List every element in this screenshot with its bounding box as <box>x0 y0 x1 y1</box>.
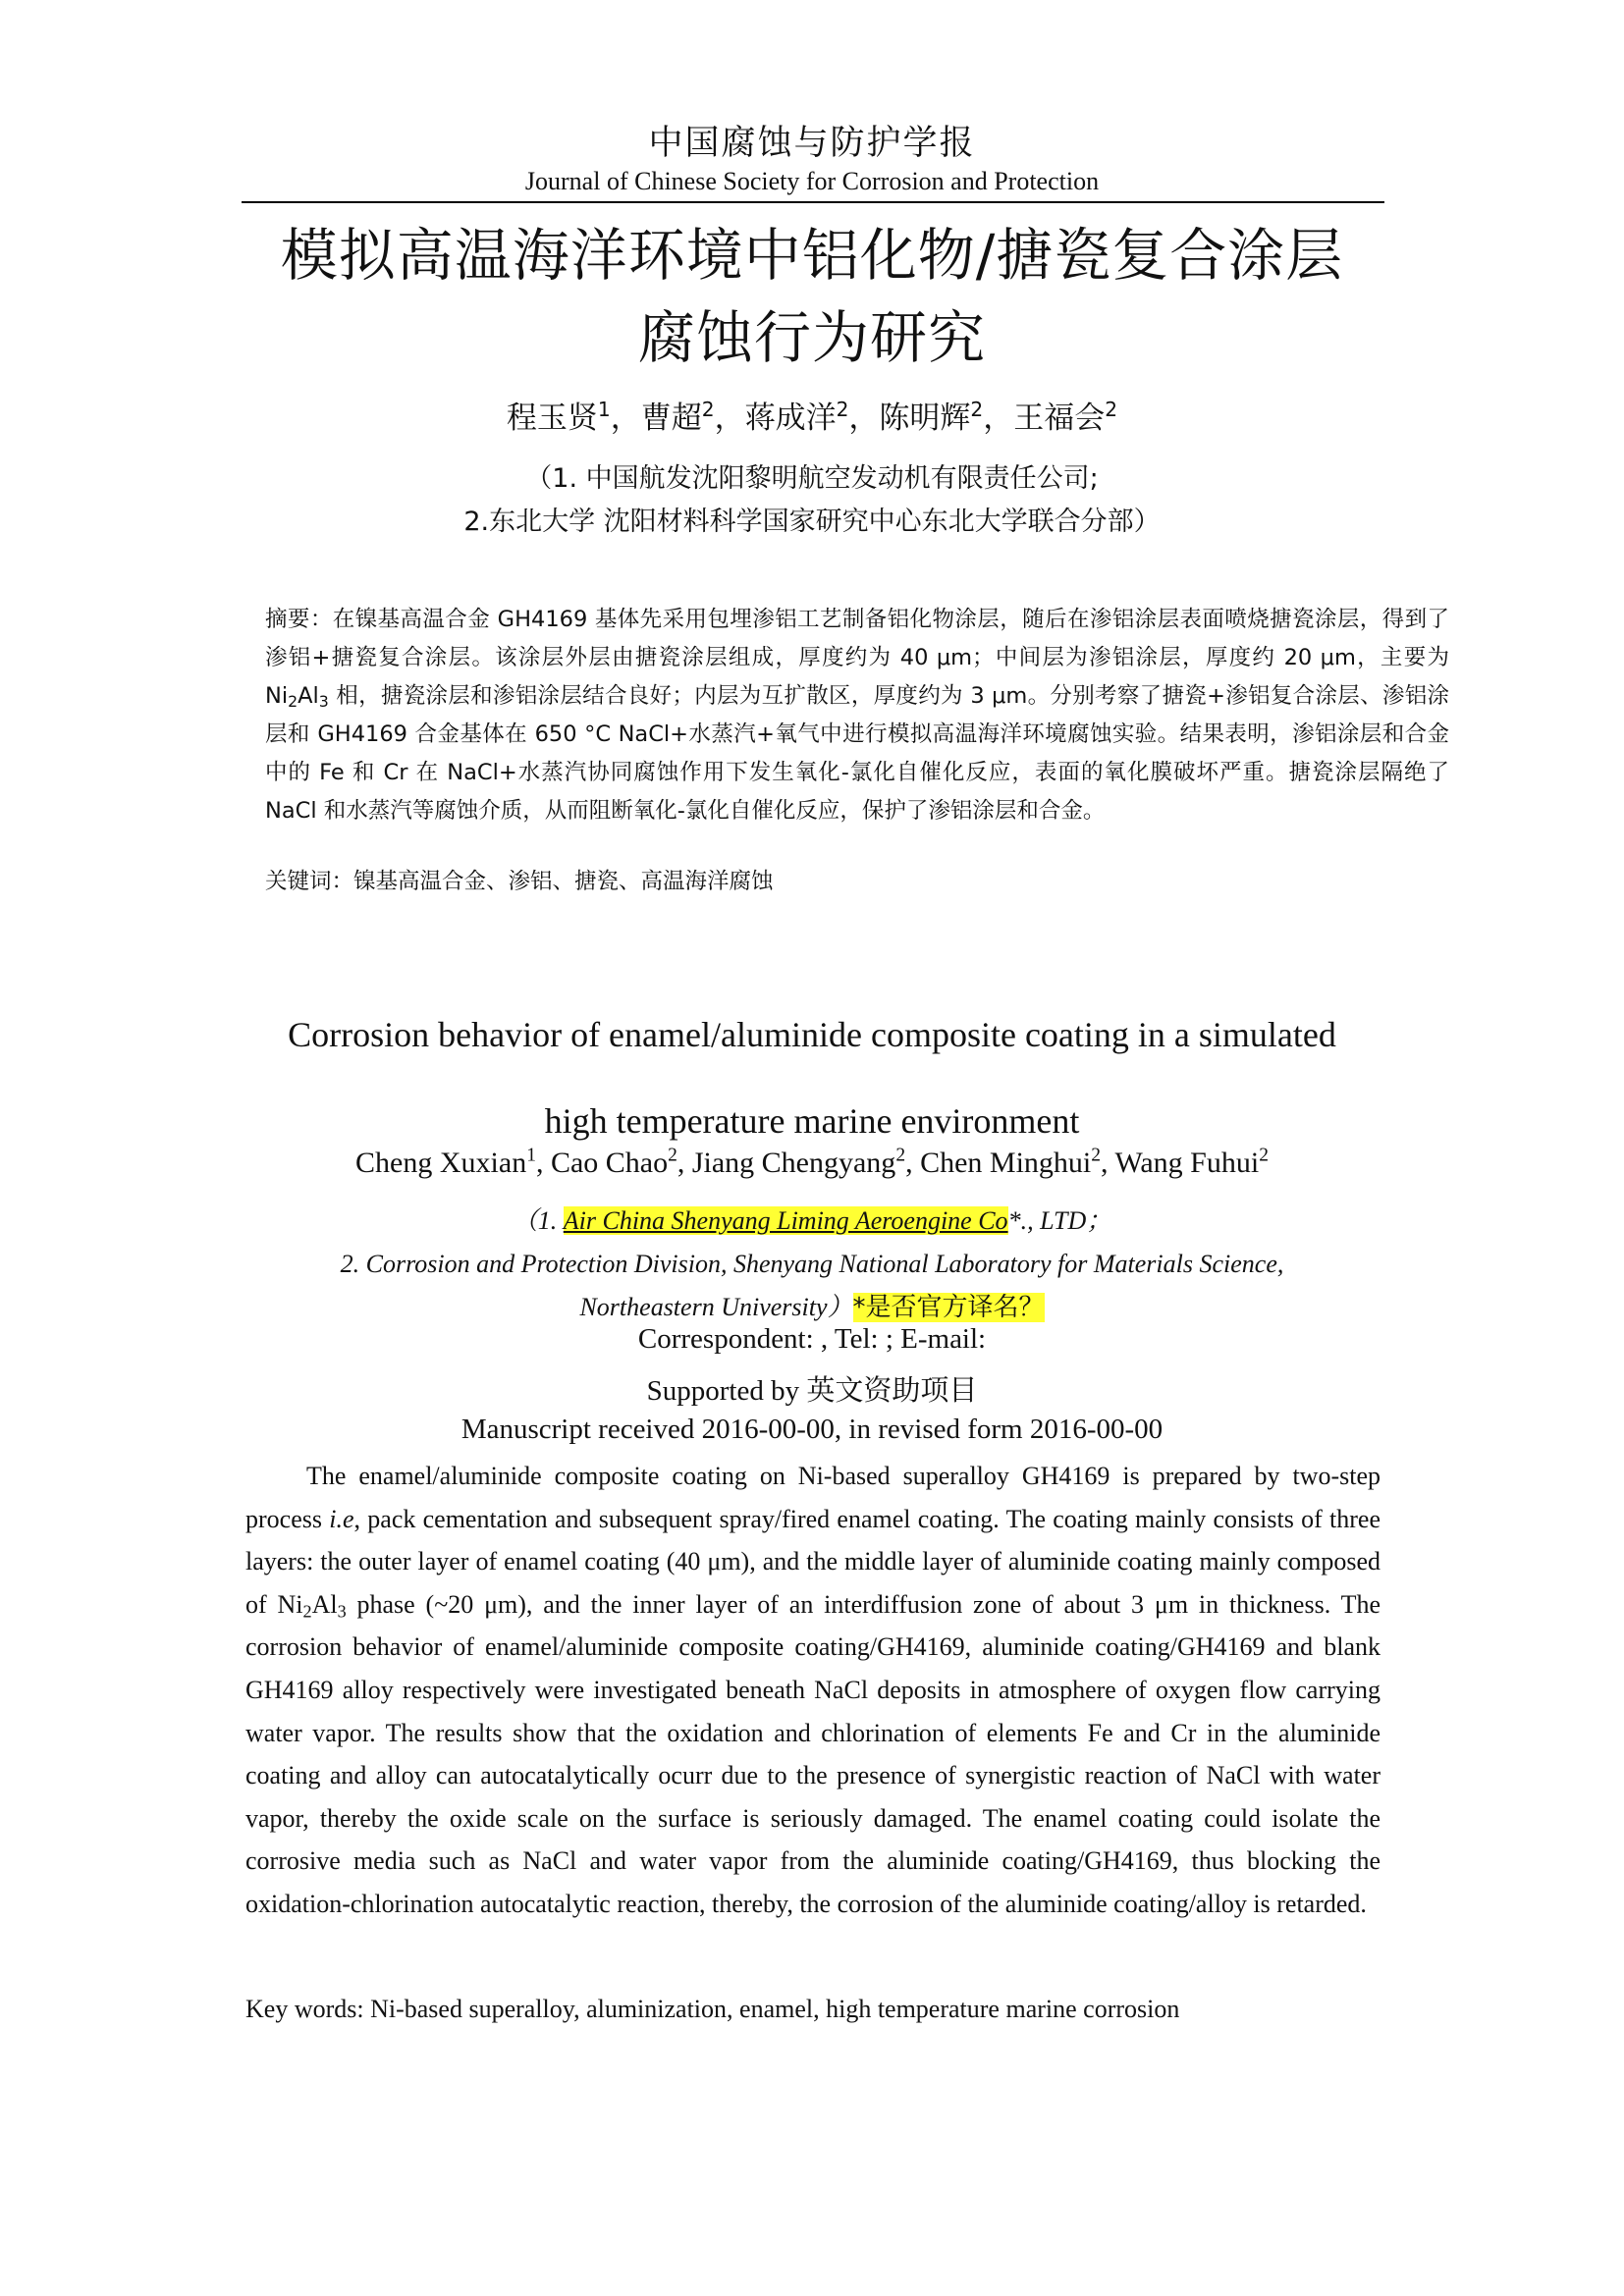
affiliation-en-1-prefix: （1. <box>512 1206 564 1235</box>
affiliation-cn-2: 2.东北大学 沈阳材料科学国家研究中心东北大学联合分部） <box>463 507 1161 537</box>
paper-title-cn <box>196 214 1428 379</box>
header-rule <box>242 201 1384 203</box>
keywords-en-label: Key words: <box>245 1995 364 2023</box>
keywords-cn-label: 关键词： <box>265 869 354 894</box>
title-en-line-2: high temperature marine environment <box>544 1101 1080 1141</box>
authors-en <box>0 1147 1624 1180</box>
title-en-line-1: Corrosion behavior of enamel/aluminide composite coating in a simulated <box>288 1015 1336 1054</box>
keywords-en <box>245 1995 1380 2024</box>
affiliation-en-1-highlight[interactable]: Air China Shenyang Liming Aeroengine Co <box>563 1206 1008 1235</box>
title-cn-line-1: 模拟高温海洋环境中铝化物/搪瓷复合涂层 <box>280 222 1344 289</box>
abstract-cn-label: 摘要： <box>265 607 333 632</box>
correspondent-line: Correspondent: , Tel: ; E-mail: <box>637 1323 987 1355</box>
translation-note-comment[interactable]: *是否官方译名？ <box>852 1293 1045 1322</box>
affiliation-cn-1: （1. 中国航发沈阳黎明航空发动机有限责任公司; <box>525 463 1099 494</box>
abstract-cn-text: 在镍基高温合金 GH4169 基体先采用包埋渗铝工艺制备铝化物涂层，随后在渗铝涂层表面喷烧搪瓷涂层，得到了渗铝+搪瓷复合涂层。该涂层外层由搪瓷涂层组成，厚度约为 40 μm；中间层为渗铝涂层，厚度约 20 μm，主要为 $Ni_2Al_3$ 相，搪瓷涂层和渗铝涂层结合良好；内层为互扩散区，厚度约为 3 μm。分别考察了搪瓷+渗铝复合涂层、渗铝涂层和 GH4169 合金基体在 650 °C NaCl+水蒸汽+氧气中进行模拟高温海洋环境腐蚀实验。结果表明，渗铝涂层和合金中的 Fe 和 Cr 在 NaCl+水蒸汽协同腐蚀作用下发生氧化-氯化自催化反应，表面的氧化膜破坏严重。搪瓷涂层隔绝了 NaCl 和水蒸汽等腐蚀介质，从而阻断氧化-氯化自催化反应，保护了渗铝涂层和合金。 <box>265 607 1449 824</box>
affiliations-en <box>0 1200 1624 1329</box>
affiliations-cn <box>0 457 1624 544</box>
supported-by-line: Supported by 英文资助项目 <box>646 1375 978 1407</box>
keywords-en-values: Ni-based superalloy, aluminization, enamel, high temperature marine corrosion <box>370 1995 1180 2023</box>
abstract-cn <box>265 601 1449 830</box>
title-cn-line-2: 腐蚀行为研究 <box>637 304 986 371</box>
paper-title-en <box>206 991 1418 1164</box>
affiliation-en-2: 2. Corrosion and Protection Division, Shenyang National Laboratory for Materials Science, <box>340 1250 1284 1278</box>
affiliation-en-3-text: Northeastern University） <box>579 1293 853 1321</box>
abstract-en: The enamel/aluminide composite coating on Ni-based superalloy GH4169 is prepared by two-step process i.e, pack cementation and subsequent spray/fired enamel coating. The coating mainly consists of three layers: the outer layer of enamel coating (40 μm), and the middle layer of aluminide coating mainly composed of $Ni_2Al_3$ phase (~20 μm), and the inner layer of an interdiffusion zone of about 3 μm in thickness. The corrosion behavior of enamel/aluminide composite coating/GH4169, aluminide coating/GH4169 and blank GH4169 alloy respectively were investigated beneath NaCl deposits in atmosphere of oxygen flow carrying water vapor. The results show that the oxidation and chlorination of elements Fe and Cr in the aluminide coating and alloy can autocatalytically ocurr due to the presence of synergistic reaction of NaCl with water vapor, thereby the oxide scale on the surface is seriously damaged. The enamel coating could isolate the corrosive media such as NaCl and water vapor from the aluminide coating/GH4169, thus blocking the oxidation-chlorination autocatalytic reaction, thereby, the corrosion of the aluminide coating/alloy is retarded. <box>245 1462 1380 1918</box>
affiliation-en-1 <box>0 1200 1624 1243</box>
keywords-cn <box>265 864 1449 895</box>
affiliation-en-1-suffix: *., LTD； <box>1007 1206 1112 1235</box>
manuscript-dates: Manuscript received 2016-00-00, in revised form 2016-00-00 <box>460 1414 1164 1445</box>
journal-name-cn: 中国腐蚀与防护学报 <box>648 124 976 163</box>
authors-cn: 程玉贤$^1$，曹超$^2$，蒋成洋$^2$，陈明辉$^2$，王福会$^2$ <box>506 397 1118 436</box>
journal-name-en: Journal of Chinese Society for Corrosion and Protection <box>524 167 1100 195</box>
keywords-cn-values: 镍基高温合金、渗铝、搪瓷、高温海洋腐蚀 <box>353 869 774 894</box>
authors-en-text: Cheng Xuxian$^1$, Cao Chao$^2$, Jiang Chengyang$^2$, Chen Minghui$^2$, Wang Fuhui$^2$ <box>355 1145 1269 1179</box>
